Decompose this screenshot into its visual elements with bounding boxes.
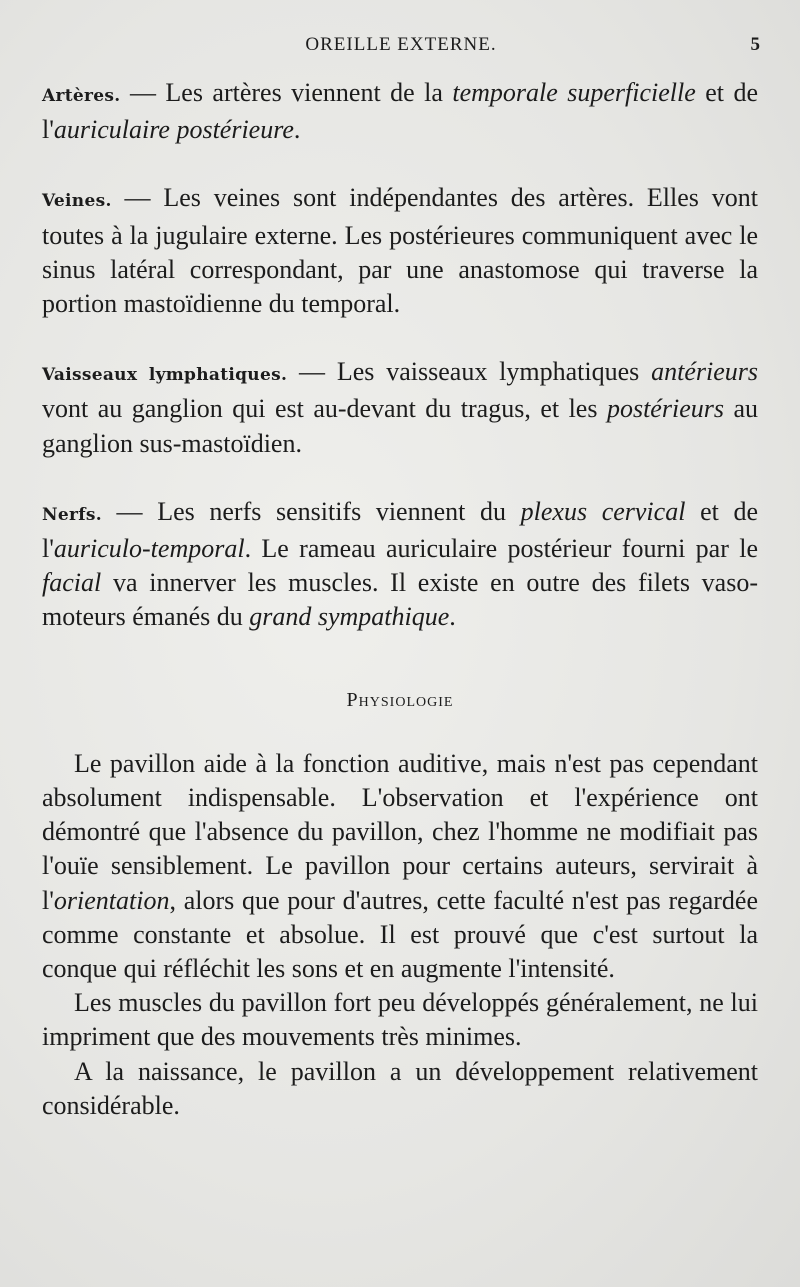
- section-heading: Physiologie: [346, 688, 454, 711]
- text: — Les nerfs sensitifs viennent du: [101, 496, 521, 526]
- text: Le pavillon aide à la fonction auditive, mais n'est pas cependant absolument indispensable. L'observation et l'expérience ont démontré que l'absence du pavillon, chez l'homme ne modifiait pas l'ouïe sensiblement. Le pavillon pour certains auteurs, servirait à l': [42, 748, 758, 915]
- running-title: OREILLE EXTERNE.: [305, 34, 497, 55]
- italic-term: orientation: [53, 885, 170, 915]
- lead-arteres: Artères.: [42, 86, 121, 106]
- page-body: [42, 76, 758, 1123]
- text: au ganglion sus-mastoïdien.: [42, 394, 759, 458]
- italic-term: temporale superficielle: [452, 78, 696, 107]
- text: — Les vaisseaux lymphatiques: [287, 357, 652, 387]
- text: .: [293, 115, 301, 145]
- text: vont au ganglion qui est au-devant du tragus, et les: [42, 394, 607, 424]
- paragraph-arteres: [42, 76, 758, 147]
- text: , alors que pour d'autres, cette faculté n'est pas regardée comme constante et absolue. Il est prouvé que c'est surtout la conque qui réfléchit les sons et en augmente l'intensité.: [42, 885, 758, 984]
- italic-term: facial: [42, 568, 102, 598]
- page-header: [42, 34, 760, 64]
- text: — Les artères viennent de la: [120, 78, 453, 107]
- italic-term: auriculaire postérieure: [53, 115, 294, 145]
- italic-term: grand sympathique: [249, 602, 450, 632]
- text: et de l': [42, 496, 759, 564]
- paragraph-physiologie-2: Les muscles du pavillon fort peu développés généralement, ne lui impriment que des mouvements très minimes.: [42, 988, 758, 1052]
- text: . Le rameau auriculaire postérieur fourni par le: [244, 534, 758, 564]
- lead-nerfs: Nerfs.: [42, 504, 102, 525]
- text: et de l': [42, 78, 759, 145]
- text: .: [449, 602, 456, 632]
- italic-term: antérieurs: [651, 357, 758, 387]
- paragraph-veines: [42, 181, 758, 321]
- page-number: 5: [750, 34, 760, 55]
- lead-lymphatiques: Vaisseaux lymphatiques.: [42, 365, 288, 386]
- paragraph-lymphatiques: [42, 355, 758, 461]
- paragraph-nerfs: [42, 495, 758, 635]
- text: va innerver les muscles. Il existe en outre des filets vaso-moteurs émanés du: [42, 568, 758, 632]
- italic-term: auriculo-temporal: [53, 534, 245, 564]
- paragraph-physiologie-3: A la naissance, le pavillon a un développement relativement considérable.: [42, 1056, 758, 1120]
- text: — Les veines sont indépendantes des artères. Elles vont toutes à la jugulaire externe. Les postérieures communiquent avec le sinus latéral correspondant, par une anastomose qui traverse la portion mastoïdienne du temporal.: [42, 183, 758, 319]
- paragraph-physiologie-1: [42, 747, 758, 986]
- italic-term: postérieurs: [606, 394, 724, 424]
- lead-veines: Veines.: [42, 191, 112, 212]
- italic-term: plexus cervical: [520, 496, 686, 526]
